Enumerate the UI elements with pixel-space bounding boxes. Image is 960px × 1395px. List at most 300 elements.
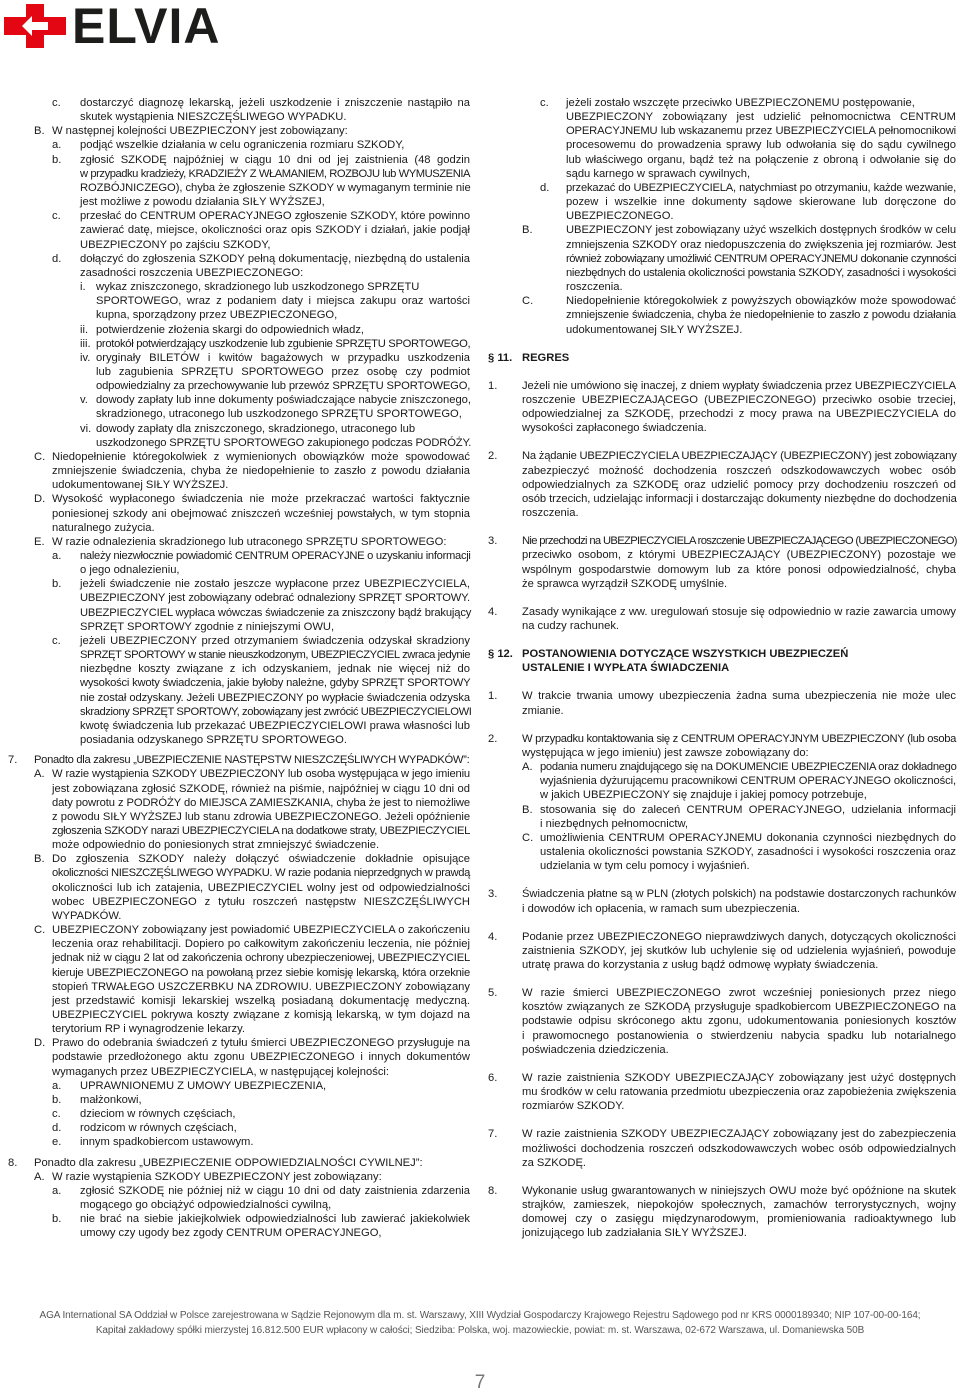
text-line	[0, 1065, 472, 1079]
text-line	[0, 767, 472, 781]
list-marker: 3.	[488, 535, 498, 548]
footer-line-1: AGA International SA Oddział w Polsce zarejestrowana w Sądzie Rejonowym dla m. st. Warszawy, XIII Wydział Gospodarczy Krajowego Rejestru Sądowego pod nr KRS 0000189340; NIP 107-00-00-164;	[39, 1310, 921, 1321]
text-line	[0, 810, 472, 824]
text-line	[0, 838, 472, 852]
text-line	[0, 407, 472, 421]
line-text: domowej czy o zasięgu międzynarodowym, promieniowania radioaktywnego lub	[522, 1213, 956, 1226]
line-text: UBEZPIECZONY jest zobowiązany odebrać odnaleziony SPRZĘT SPORTOWY.	[80, 592, 470, 605]
line-text: naturalnego zużycia.	[52, 521, 155, 534]
line-text: zaistnienia SZKODY, jej skutków lub uchylenie się od udzielenia wyjaśnień, powoduje	[522, 944, 956, 957]
text-line	[0, 181, 472, 195]
paragraph-gap	[488, 591, 958, 605]
line-text: Do zgłoszenia SZKODY należy dołączyć oświadczenie dokładnie opisujące	[52, 853, 470, 866]
line-text: jest przedstawić komisji lekarskiej wszelką posiadaną dokumentację medyczną.	[52, 994, 470, 1007]
text-line	[488, 1212, 958, 1226]
line-text: wspólnym gospodarstwie domowym lub za które ponosi odpowiedzialność, chyba	[522, 563, 956, 576]
text-line	[0, 1107, 472, 1121]
line-text: potwierdzenie złożenia skargi do odpowiednich władz,	[96, 323, 365, 336]
line-text: Prawo do odebrania świadczeń z tytułu śmierci UBEZPIECZONEGO przysługuje na	[52, 1037, 470, 1050]
text-line	[488, 647, 958, 661]
line-text: jonizującego lub zadziałania SIŁY WYŻSZEJ.	[522, 1227, 747, 1240]
text-line	[0, 478, 472, 492]
line-text: występująca w jego imieniu) jest zawsze zobowiązany do:	[522, 746, 809, 759]
text-line	[488, 266, 958, 280]
list-marker: b.	[52, 153, 62, 166]
line-text: jest możliwe z powodu działania SIŁY WYŻSZEJ,	[80, 196, 325, 209]
list-marker: 6.	[488, 1071, 498, 1084]
line-text: zmniejszenie świadczenia, chyba że niedopełnienie to zaszło z powodu działania	[566, 309, 956, 322]
line-text: W razie zaistnienia SZKODY UBEZPIECZAJĄCY zobowiązany jest do zabezpieczenia	[522, 1128, 956, 1141]
line-text: dzieciom w równych częściach,	[80, 1108, 236, 1121]
line-text: małżonkowi,	[80, 1093, 142, 1106]
text-line	[0, 209, 472, 223]
line-text: w przypadku kradzieży, KRADZIEŻY Z WŁAMANIEM, ROZBOJU lub WYMUSZENIA	[80, 167, 470, 180]
line-text: Wykonanie usług gwarantowanych w niniejszych OWU może być opóźnione na skutek	[522, 1184, 956, 1197]
line-text: ROZBÓJNICZEGO), chyba że zgłoszenie SZKODY w wymaganym terminie nie	[80, 181, 471, 194]
line-text: jednak niż w ciągu 2 lat od zakończenia ochrony ubezpieczeniowej, UBEZPIECZYCIEL	[52, 952, 470, 965]
line-text: zawierać datę, miejsce, okoliczności oraz opis SZKODY i działań, jakie podjął	[80, 224, 470, 237]
text-line	[0, 796, 472, 810]
list-marker: 4.	[488, 930, 498, 943]
line-text: nie brać na siebie jakiejkolwiek odpowiedzialności lub zawierać jakiekolwiek	[80, 1213, 470, 1226]
list-marker: a.	[52, 550, 62, 562]
list-marker: iii.	[80, 337, 91, 350]
line-text: jest zobowiązana zgłosić SZKODĘ, również na piśmie, najpóźniej w ciągu 10 dni od	[52, 782, 470, 795]
line-text: stosowania się do zaleceń CENTRUM OPERACYJNEGO, udzielania informacji	[540, 803, 956, 816]
line-text: zgłosić SZKODĘ nie później niż w ciągu 10 dni od daty zaistnienia zdarzenia	[80, 1184, 470, 1197]
list-marker: B.	[34, 125, 45, 138]
list-marker: d.	[52, 252, 62, 265]
line-text: niezbędnych do ustalenia okoliczności powstania SZKODY, zasadności i wysokości	[566, 266, 956, 279]
line-text: Na żądanie UBEZPIECZYCIELA UBEZPIECZAJĄCY (UBEZPIECZONY) jest zobowiązany	[522, 450, 957, 463]
line-text: W razie wystąpienia SZKODY UBEZPIECZONY lub osoba występująca w jego imieniu	[52, 768, 470, 781]
text-line	[488, 1029, 958, 1043]
line-text: USTALENIE I WYPŁATA ŚWIADCZENIA	[522, 662, 730, 675]
text-line	[488, 238, 958, 252]
text-line	[488, 845, 958, 859]
text-line	[488, 209, 958, 223]
line-text: również zobowiązany umożliwić CENTRUM OPERACYJNEMU dokonanie czynności	[566, 252, 956, 265]
text-line	[488, 1226, 958, 1240]
line-text: REGRES	[522, 351, 570, 364]
list-marker: C.	[522, 831, 534, 844]
text-line	[488, 1198, 958, 1212]
line-text: W razie wystąpienia SZKODY UBEZPIECZONY jest zobowiązany:	[52, 1170, 382, 1183]
line-text: osób trzecich, udzielając informacji i dostarczając dokumenty niezbędne do dochodzenia	[522, 492, 957, 505]
line-text: zasadności roszczenia UBEZPIECZONEGO:	[80, 266, 304, 279]
text-line	[488, 464, 958, 478]
list-marker: 4.	[488, 605, 498, 618]
list-marker: A.	[522, 761, 533, 774]
line-text: dowody zapłaty lub inne dokumenty poświadczające nabycie zniszczonego,	[96, 394, 472, 407]
line-text: wysokości kwoty świadczenia, jakie byłoby należne, gdyby SPRZĘT SPORTOWY	[80, 677, 471, 690]
line-text: Nie przechodzi na UBEZPIECZYCIELA roszczenie UBEZPIECZAJĄCEGO (UBEZPIECZONEGO)	[522, 535, 957, 548]
line-text: roszczenia.	[566, 281, 623, 294]
text-line	[0, 507, 472, 521]
line-text: rodzicom w równych częściach,	[80, 1122, 237, 1135]
text-line	[488, 760, 958, 774]
line-text: mogącego go obciążyć odpowiedzialności cywilną,	[80, 1199, 332, 1212]
line-text: podstawie przedłożonego aktu zgonu UBEZPIECZONEGO i innych dokumentów	[52, 1051, 470, 1064]
line-text: W następnej kolejności UBEZPIECZONY jest zobowiązany:	[52, 125, 348, 138]
line-text: umowy czy ugody bez zgody CENTRUM OPERACYJNEGO,	[80, 1227, 382, 1240]
paragraph-gap	[488, 972, 958, 986]
list-marker: c.	[52, 1108, 61, 1121]
line-text: odpowiedzialnej za SZKODĘ, przechodzi z mocy prawa na UBEZPIECZYCIELA do	[522, 408, 956, 421]
line-text: Ponadto dla zakresu „UBEZPIECZENIE ODPOWIEDZIALNOŚCI CYWILNEJ”:	[34, 1156, 423, 1169]
text-line	[488, 181, 958, 195]
text-line	[488, 110, 958, 124]
text-line	[488, 294, 958, 308]
text-line	[488, 1099, 958, 1113]
line-text: poświadczenia dziedziczenia.	[522, 1043, 669, 1056]
list-marker: B.	[34, 853, 45, 866]
text-line	[488, 280, 958, 294]
list-marker: A.	[34, 768, 45, 781]
list-marker: ii.	[80, 323, 89, 336]
text-line	[488, 817, 958, 831]
line-text: Wysokość wypłaconego świadczenia nie może przekraczać wartości faktycznie	[52, 493, 470, 506]
list-marker: B.	[522, 803, 533, 816]
text-line	[0, 1170, 472, 1184]
line-text: sądu karnego w sprawach cywilnych,	[566, 167, 751, 180]
line-text: uszkodzonego SPRZĘTU SPORTOWEGO zakupionego podczas PODRÓŻY.	[96, 436, 472, 449]
list-marker: 2.	[488, 450, 498, 463]
text-line	[488, 138, 958, 152]
list-marker: d.	[52, 1122, 62, 1135]
text-line	[0, 1036, 472, 1050]
line-text: udokumentowanej SIŁY WYŻSZEJ.	[566, 323, 743, 336]
text-line	[0, 379, 472, 393]
line-text: WYPADKÓW.	[52, 909, 122, 922]
list-marker: 8.	[8, 1156, 18, 1169]
text-line	[0, 365, 472, 379]
list-marker: § 11.	[488, 351, 513, 364]
text-line	[488, 788, 958, 802]
paragraph-gap	[488, 916, 958, 930]
text-line	[488, 252, 958, 266]
line-text: W razie odnalezienia skradzionego lub utraconego SPRZĘTU SPORTOWEGO:	[52, 535, 447, 548]
text-line	[0, 1226, 472, 1240]
text-line	[0, 719, 472, 733]
line-text: okoliczności lub ich zatajenia, UBEZPIECZYCIEL wolny jest od odpowiedzialności	[52, 881, 470, 894]
line-text: SPRZĘT SPORTOWY w stanie nieuszkodzonym, UBEZPIECZYCIEL zwraca jedynie	[80, 649, 470, 662]
line-text: ustalenia okoliczności powstania SZKODY, zasadności i wysokości roszczenia oraz	[540, 846, 956, 859]
line-text: UBEZPIECZONY zobowiązany jest powiadomić UBEZPIECZYCIELA o zakończeniu	[52, 924, 470, 937]
text-line	[488, 859, 958, 873]
text-line	[0, 153, 472, 167]
line-text: zabezpieczyć możność dochodzenia roszczeń odszkodowawczych wobec osób	[522, 464, 956, 477]
text-line	[0, 1079, 472, 1093]
logo-wordmark: ELVIA	[72, 0, 221, 54]
paragraph-gap	[488, 718, 958, 732]
list-marker: iv.	[80, 351, 91, 364]
line-text: skutek wystąpienia NIESZCZĘŚLIWEGO WYPADKU.	[80, 111, 347, 124]
list-marker: 1.	[488, 690, 498, 703]
left-column	[0, 96, 472, 1241]
text-line	[488, 548, 958, 562]
list-marker: 3.	[488, 888, 498, 901]
text-line	[0, 195, 472, 209]
text-line	[488, 887, 958, 901]
line-text: skradziony SPRZĘT SPORTOWY, zobowiązany jest zwrócić UBEZPIECZYCIELOWI	[80, 705, 472, 718]
paragraph-gap	[488, 1057, 958, 1071]
text-line	[488, 902, 958, 916]
paragraph-gap	[488, 1170, 958, 1184]
paragraph-gap	[488, 633, 958, 647]
line-text: mu środków w celu ratowania przedmiotu ubezpieczenia oraz zapobieżenia zwiększenia	[522, 1086, 956, 1099]
list-marker: v.	[80, 394, 88, 407]
text-line	[488, 223, 958, 237]
text-line	[0, 1093, 472, 1107]
line-text: zgłoszenia SZKODY narazi UBEZPIECZYCIELA na dodatkowe straty, UBEZPIECZYCIEL	[52, 824, 470, 837]
text-line	[0, 923, 472, 937]
line-text: Niedopełnienie któregokolwiek z wymienionych obowiązków może spowodować	[52, 450, 470, 463]
line-text: wyjaśnienia dyżurującemu pracownikowi CENTRUM OPERACYJNEGO okoliczności,	[540, 775, 956, 788]
line-text: umożliwienia CENTRUM OPERACYJNEMU dokonania czynności niezbędnych do	[540, 831, 956, 844]
text-line	[0, 464, 472, 478]
text-line	[488, 167, 958, 181]
line-text: przekazać do UBEZPIECZYCIELA, natychmiast po otrzymaniu, każde wezwanie,	[566, 181, 956, 194]
text-line	[0, 705, 472, 719]
line-text: na cudzy rachunek.	[522, 620, 620, 632]
line-text: zgłosić SZKODĘ najpóźniej w ciągu 10 dni od jej zaistnienia (48 godzin	[80, 153, 470, 166]
list-marker: C.	[522, 295, 534, 308]
list-marker: c.	[52, 210, 61, 223]
paragraph-gap	[488, 873, 958, 887]
text-line	[0, 436, 472, 450]
line-text: roszczenia.	[522, 507, 579, 520]
line-text: rozmiarów SZKODY.	[522, 1100, 625, 1113]
line-text: dostarczyć diagnozę lekarską, jeżeli uszkodzenie i zniszczenie nastąpiło na	[80, 97, 470, 109]
text-line	[0, 167, 472, 181]
list-marker: e.	[52, 1136, 62, 1149]
text-line	[488, 308, 958, 322]
line-text: jeżeli zostało wszczęte przeciwko UBEZPIECZONEMU postępowanie,	[566, 97, 915, 109]
line-text: i niezbędnych pełnomocnictw,	[540, 817, 689, 830]
text-line	[488, 619, 958, 633]
line-text: OPERACYJNEMU lub wskazanemu przez UBEZPIECZYCIELA pełnomocnikowi	[566, 125, 956, 138]
text-line	[488, 944, 958, 958]
line-text: jeżeli świadczenie nie zostało jeszcze wypłacone przez UBEZPIECZYCIELA,	[80, 578, 470, 591]
text-line	[488, 732, 958, 746]
list-marker: vi.	[80, 422, 92, 435]
text-line	[0, 238, 472, 252]
list-marker: c.	[52, 634, 61, 647]
line-text: podania numeru znajdującego się na DOKUMENCIE UBEZPIECZENIA oraz dokładnego	[540, 761, 957, 774]
text-line	[488, 153, 958, 167]
text-line	[488, 986, 958, 1000]
text-line	[488, 379, 958, 393]
text-line	[488, 195, 958, 209]
text-line	[0, 909, 472, 923]
line-text: W razie zaistnienia SZKODY UBEZPIECZAJĄCY zobowiązany jest użyć dostępnych	[522, 1071, 956, 1084]
list-marker: a.	[52, 1079, 62, 1092]
line-text: lub zagubienia SPRZĘTU SPORTOWEGO przez osobę czy podmiot	[96, 365, 470, 378]
text-line	[0, 521, 472, 535]
text-line	[488, 124, 958, 138]
line-text: stopień TRWAŁEGO USZCZERBKU NA ZDROWIU. UBEZPIECZONY zobowiązany	[52, 980, 470, 993]
line-text: kieruje UBEZPIECZONEGO na powołaną przez siebie komisję lekarską, która orzeknie	[52, 966, 470, 979]
line-text: wysokości zapłaconego świadczenia.	[522, 422, 707, 435]
text-line	[488, 1000, 958, 1014]
line-text: przesłać do CENTRUM OPERACYJNEGO zgłoszenie SZKODY, które powinno	[80, 210, 470, 223]
text-line	[0, 138, 472, 152]
text-line	[0, 1198, 472, 1212]
text-line	[0, 351, 472, 365]
line-text: i dowodów ich opłacenia, w ramach sum ubezpieczenia.	[522, 902, 800, 915]
text-line	[0, 549, 472, 563]
line-text: Niedopełnienie któregokolwiek z powyższych obowiązków może spowodować	[566, 295, 956, 308]
text-line	[488, 661, 958, 675]
line-text: możliwości dochodzenia roszczeń odszkodowawczych wobec osób odpowiedzialnych	[522, 1142, 956, 1155]
line-text: posiadania odzyskanego SPRZĘTU SPORTOWEGO.	[80, 734, 347, 747]
line-text: Zasady wynikające z ww. uregulowań stosuje się odpowiednio w razie zawarcia umowy	[522, 605, 956, 618]
line-text: protokół potwierdzający uszkodzenie lub zgubienie SPRZĘTU SPORTOWEGO,	[96, 337, 471, 350]
text-line	[0, 937, 472, 951]
list-marker: 7.	[488, 1128, 498, 1141]
text-line	[488, 605, 958, 619]
line-text: kosztów związanych ze SZKODĄ przysługuje spadkobiercom UBEZPIECZONEGO na	[522, 1001, 956, 1014]
line-text: wobec UBEZPIECZONEGO z tytułu roszczeń następstw NIESZCZĘŚLIWYCH	[52, 895, 470, 908]
list-marker: A.	[34, 1170, 45, 1183]
text-line	[488, 704, 958, 718]
text-line	[0, 252, 472, 266]
line-text: utratę prawa do korzystania z usług bądź odmowę wypłaty świadczenia.	[522, 958, 879, 971]
text-line	[488, 1043, 958, 1057]
text-line	[488, 506, 958, 520]
text-line	[0, 308, 472, 322]
line-text: zmniejszenia SZKODY oraz niedopuszczenia do zwiększenia jej rozmiarów. Jest	[566, 238, 956, 251]
line-text: strajków, zamieszek, niepokojów społecznych, zamachów terrorystycznych, wojny	[522, 1199, 956, 1211]
text-line	[0, 323, 472, 337]
line-text: kwotę świadczenia lub przekazać UBEZPIECZYCIELOWI prawa własności lub	[80, 719, 470, 732]
list-marker: C.	[34, 450, 46, 463]
text-line	[488, 323, 958, 337]
text-line	[0, 606, 472, 620]
text-line	[0, 691, 472, 705]
list-marker: i.	[80, 281, 86, 294]
text-line	[488, 563, 958, 577]
text-line	[0, 1156, 472, 1170]
line-text: W razie śmierci UBEZPIECZONEGO zwrot wcześniej poniesionych przez niego	[522, 987, 956, 1000]
text-line	[0, 951, 472, 965]
list-marker: D.	[34, 1037, 46, 1050]
text-line	[0, 634, 472, 648]
line-text: udzielania w tym celu pomocy i wyjaśnień.	[540, 860, 750, 873]
line-text: jeżeli UBEZPIECZONY przed otrzymaniem świadczenia odzyskał skradziony	[80, 634, 470, 647]
elvia-logo	[4, 0, 221, 54]
text-line	[0, 1184, 472, 1198]
line-text: zmniejszenie świadczenia, chyba że niedopełnienie to zaszło z powodu działania	[52, 465, 470, 478]
text-line	[488, 421, 958, 435]
line-text: podstawie odpisu skróconego aktu zgonu, udokumentowania poniesionych kosztów	[522, 1015, 956, 1028]
text-line	[488, 478, 958, 492]
text-line	[0, 124, 472, 138]
text-line	[0, 966, 472, 980]
text-line	[488, 492, 958, 506]
line-text: kupna, sporządzony przez UBEZPIECZONEGO,	[96, 309, 338, 322]
list-marker: 5.	[488, 987, 498, 1000]
paragraph-gap	[488, 520, 958, 534]
text-line	[488, 1156, 958, 1170]
text-line	[0, 266, 472, 280]
line-text: udokumentowanej SIŁY WYŻSZEJ.	[52, 479, 229, 492]
text-line	[0, 662, 472, 676]
text-line	[0, 96, 472, 110]
line-text: terytorium RP i wynagrodzenie lekarzy.	[52, 1023, 245, 1036]
text-line	[488, 774, 958, 788]
list-marker: 1.	[488, 379, 498, 392]
text-line	[0, 733, 472, 747]
line-text: leczenia oraz rehabilitacji. Dopiero po całkowitym zakończeniu leczenia, nie później	[52, 938, 470, 951]
list-marker: C.	[34, 924, 46, 937]
line-text: W trakcie trwania umowy ubezpieczenia żadna suma ubezpieczenia nie może ulec	[522, 690, 956, 703]
line-text: SPRZĘT SPORTOWY zgodnie z niniejszymi OWU,	[80, 620, 335, 633]
text-line	[0, 782, 472, 796]
line-text: UBEZPIECZYCIEL pokrywa koszty związane z komisją lekarską, w tym dojazd na	[52, 1009, 470, 1021]
line-text: pozew i wszelkie inne dokumenty sądowe skierowane lub doręczone do	[566, 196, 956, 209]
text-line	[488, 351, 958, 365]
line-text: UBEZPIECZONY po zajściu SZKODY,	[80, 238, 271, 251]
text-line	[488, 689, 958, 703]
line-text: roszczenie UBEZPIECZAJĄCEGO (UBEZPIECZONEGO) przeciwko osobie trzeciej,	[522, 393, 956, 406]
line-text: przeciwko osobom, z którymi UBEZPIECZAJĄCY (UBEZPIECZONY) pozostaje we	[522, 549, 956, 562]
line-text: skradzionego, utraconego lub uszkodzonego SPRZĘTU SPORTOWEGO,	[96, 408, 462, 421]
text-line	[0, 450, 472, 464]
text-line	[0, 563, 472, 577]
text-line	[488, 1184, 958, 1198]
line-text: za SZKODĘ.	[522, 1156, 587, 1169]
line-text: dołączyć do zgłoszenia SZKODY pełną dokumentację, niezbędną do ustalenia	[80, 252, 470, 265]
line-text: Podanie przez UBEZPIECZONEGO nieprawdziwych danych, dotyczących okoliczności	[522, 930, 956, 943]
line-text: UBEZPIECZYCIEL wypłaca wówczas świadczenie za zniszczony bądź brakujący	[80, 606, 472, 619]
line-text: nie został odzyskany. Jeżeli UBEZPIECZONY po wypłacie świadczenia odzyska	[80, 691, 470, 704]
list-marker: b.	[52, 578, 62, 591]
paragraph-gap	[488, 435, 958, 449]
list-marker: d.	[540, 181, 550, 194]
list-marker: § 12.	[488, 648, 513, 661]
text-line	[0, 824, 472, 838]
text-line	[488, 534, 958, 548]
text-line	[0, 337, 472, 351]
text-line	[488, 1142, 958, 1156]
text-line	[0, 980, 472, 994]
text-line	[488, 96, 958, 110]
line-text: daty powrotu z PODRÓŻY do MIEJSCA ZAMIESZKANIA, chyba że jest to niemożliwe	[52, 796, 470, 809]
line-text: z powodu SIŁY WYŻSZEJ lub stanu zdrowia UBEZPIECZONEGO. Jeżeli opóźnienie	[52, 810, 470, 823]
line-text: należy niezwłocznie powiadomić CENTRUM OPERACYJNE o uzyskaniu informacji	[80, 550, 471, 562]
list-marker: E.	[34, 535, 45, 548]
line-text: UBEZPIECZONY zobowiązany jest udzielić pełnomocnictwa CENTRUM	[566, 111, 956, 124]
text-line	[0, 280, 472, 294]
line-text: wykaz zniszczonego, skradzionego lub uszkodzonego SPRZĘTU	[96, 281, 420, 294]
list-marker: c.	[540, 97, 549, 109]
line-text: SPORTOWEGO, wraz z podaniem daty i miejsca zakupu oraz wartości	[96, 295, 470, 308]
list-marker: a.	[52, 1184, 62, 1197]
text-line	[488, 393, 958, 407]
list-marker: b.	[52, 1213, 62, 1226]
text-line	[0, 881, 472, 895]
text-line	[0, 994, 472, 1008]
text-line	[0, 676, 472, 690]
footer-line-2: Kapitał zakładowy spółki mierzystej 16.812.500 EUR wpłacony w całości; Siedziba: Polska, woj. mazowieckie, powiat: m. st. Warszawa, 02-672 Warszawa, ul. Domaniewska 50B	[95, 1325, 865, 1336]
line-text: Ponadto dla zakresu „UBEZPIECZENIE NASTĘPSTW NIESZCZĘŚLIWYCH WYPADKÓW”:	[34, 754, 470, 767]
list-marker: c.	[52, 97, 61, 109]
line-text: i prawomocnego postanowienia o stwierdzeniu nabycia spadku lub notarialnego	[522, 1029, 956, 1042]
text-line	[488, 803, 958, 817]
line-text: że sprawca wyrządził SZKODĘ umyślnie.	[522, 577, 728, 590]
